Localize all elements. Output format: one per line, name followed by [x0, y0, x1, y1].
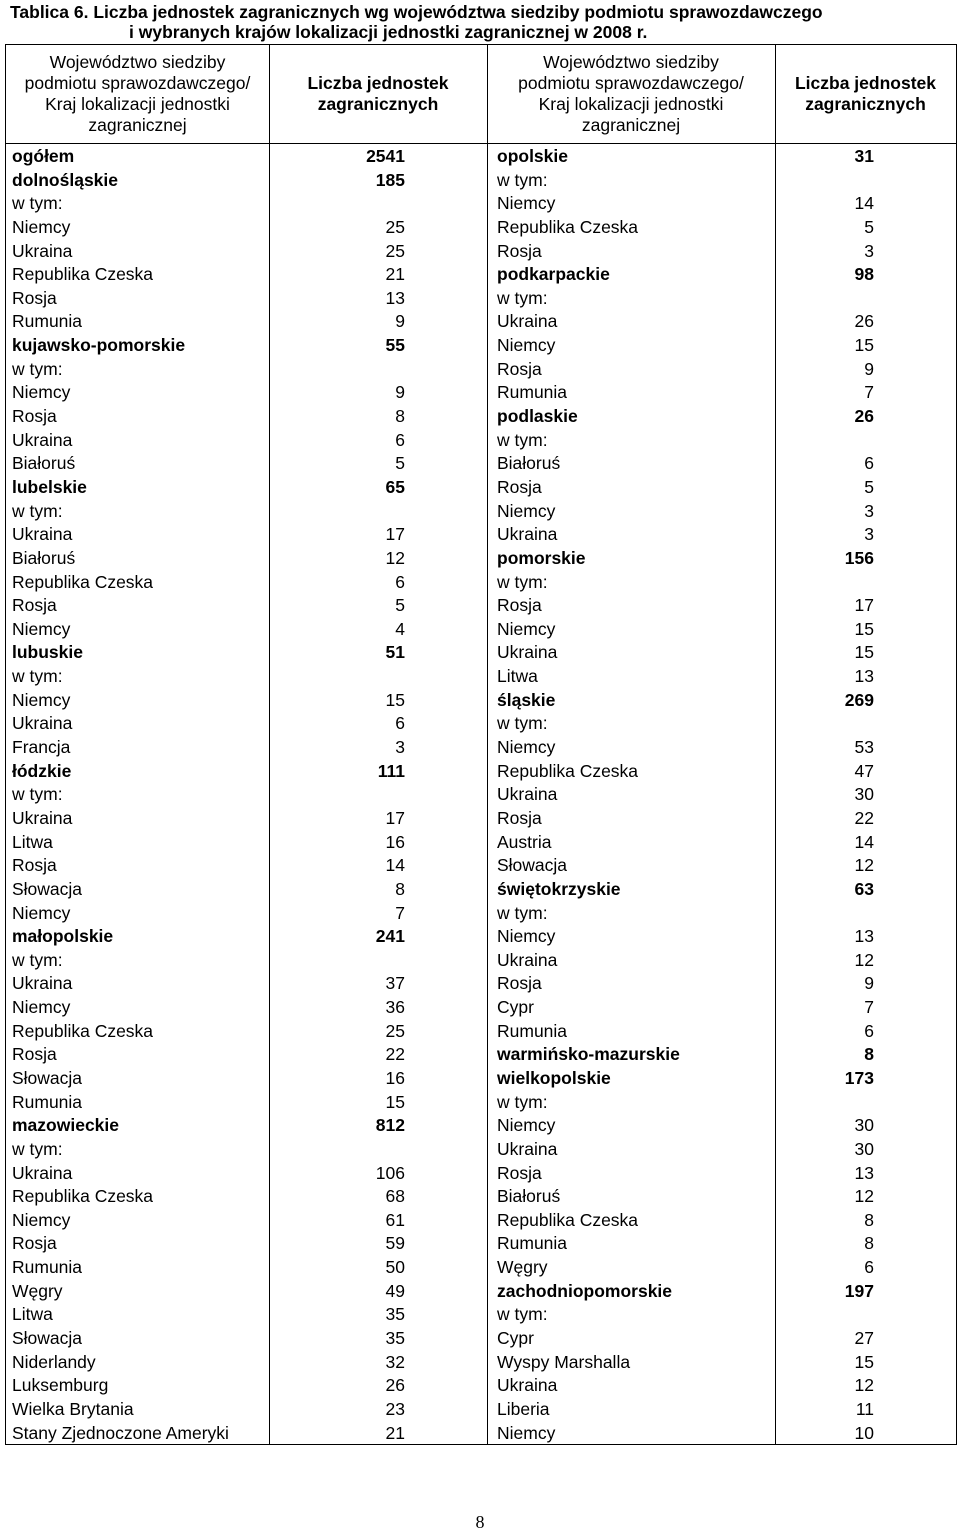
- row-value: 27: [854, 1328, 874, 1349]
- row-label: Rumunia: [12, 311, 83, 332]
- header-text: zagranicznych: [805, 94, 926, 114]
- row-label: świętokrzyskie: [497, 878, 621, 899]
- table-row: [6, 1351, 956, 1375]
- header-text: podmiotu sprawozdawczego/: [24, 73, 251, 93]
- row-label: w tym:: [497, 902, 548, 923]
- row-value: 12: [854, 949, 874, 970]
- table-row: [6, 783, 956, 807]
- row-label: w tym:: [497, 169, 548, 190]
- row-label: Rosja: [497, 358, 542, 379]
- row-label: Niderlandy: [12, 1351, 96, 1372]
- table-row: [6, 547, 956, 571]
- row-label: Słowacja: [12, 1328, 83, 1349]
- row-value: 3: [395, 737, 405, 758]
- row-label: w tym:: [497, 429, 548, 450]
- row-value: 59: [385, 1233, 405, 1254]
- row-value: 11: [855, 1398, 874, 1419]
- row-value: 17: [385, 807, 405, 828]
- row-value: 812: [375, 1115, 405, 1136]
- row-value: 37: [385, 973, 405, 994]
- table-row: [6, 452, 956, 476]
- row-label: Rosja: [497, 595, 542, 616]
- row-label: Rosja: [497, 1162, 542, 1183]
- row-label: Republika Czeska: [12, 1186, 154, 1207]
- row-label: Ukraina: [12, 973, 73, 994]
- row-label: śląskie: [497, 689, 556, 710]
- row-label: Niemcy: [12, 902, 71, 923]
- row-value: 31: [854, 146, 874, 166]
- table-row: [6, 1374, 956, 1398]
- row-label: Niemcy: [497, 335, 556, 356]
- row-label: Niemcy: [497, 1115, 556, 1136]
- row-label: Niemcy: [497, 618, 556, 639]
- table-row: [6, 712, 956, 736]
- table-row: [6, 145, 956, 169]
- row-label: Republika Czeska: [497, 760, 639, 781]
- row-label: Rosja: [12, 595, 57, 616]
- row-label: Luksemburg: [12, 1375, 109, 1396]
- row-label: Słowacja: [12, 878, 83, 899]
- table-row: [6, 287, 956, 311]
- header-count-right: [775, 45, 956, 143]
- table-row: [6, 854, 956, 878]
- row-value: 269: [844, 689, 874, 710]
- table-row: [6, 972, 956, 996]
- row-value: 197: [844, 1280, 874, 1301]
- row-label: Stany Zjednoczone Ameryki: [12, 1422, 229, 1443]
- row-value: 3: [864, 524, 874, 545]
- row-value: 21: [385, 264, 405, 285]
- row-label: Białoruś: [12, 547, 76, 568]
- row-value: 49: [385, 1280, 405, 1301]
- row-value: 8: [864, 1233, 874, 1254]
- row-label: w tym:: [497, 287, 548, 308]
- row-value: 13: [854, 1162, 874, 1183]
- table-row: [6, 665, 956, 689]
- row-label: Rosja: [12, 855, 57, 876]
- row-label: Rosja: [12, 406, 57, 427]
- table-row: [6, 263, 956, 287]
- row-value: 14: [854, 193, 874, 214]
- row-value: 51: [385, 642, 405, 663]
- row-label: Rosja: [12, 1044, 57, 1065]
- row-label: Węgry: [497, 1257, 548, 1278]
- row-label: Rosja: [12, 287, 57, 308]
- row-value: 61: [385, 1209, 405, 1230]
- row-value: 22: [385, 1044, 405, 1065]
- header-region-left: [6, 45, 269, 143]
- row-label: Rumunia: [497, 1020, 568, 1041]
- row-value: 4: [395, 618, 405, 639]
- row-label: Słowacja: [12, 1067, 83, 1088]
- row-label: ogółem: [12, 146, 75, 166]
- row-label: Litwa: [12, 831, 53, 852]
- row-label: Rosja: [497, 240, 542, 261]
- row-value: 6: [395, 713, 405, 734]
- row-value: 3: [864, 500, 874, 521]
- table-row: [6, 1162, 956, 1186]
- row-label: Republika Czeska: [497, 1209, 639, 1230]
- row-label: Liberia: [497, 1398, 550, 1419]
- row-label: w tym:: [497, 713, 548, 734]
- table-row: [6, 192, 956, 216]
- table-row: [6, 1043, 956, 1067]
- row-label: Ukraina: [12, 240, 73, 261]
- row-value: 14: [854, 831, 874, 852]
- row-label: łódzkie: [12, 760, 72, 781]
- row-value: 8: [395, 406, 405, 427]
- table-row: [6, 1185, 956, 1209]
- row-label: Niemcy: [12, 689, 71, 710]
- row-value: 9: [395, 382, 405, 403]
- row-label: Rumunia: [497, 382, 568, 403]
- row-value: 15: [854, 335, 874, 356]
- row-label: wielkopolskie: [497, 1067, 611, 1088]
- row-value: 6: [395, 571, 405, 592]
- row-label: w tym:: [12, 949, 63, 970]
- header-text: zagranicznej: [581, 115, 681, 135]
- row-value: 36: [385, 997, 405, 1018]
- row-label: Ukraina: [497, 642, 558, 663]
- table-row: [6, 523, 956, 547]
- header-text: Liczba jednostek: [307, 73, 449, 93]
- table-row: [6, 1091, 956, 1115]
- table-body: [6, 145, 956, 1445]
- row-value: 12: [854, 1186, 874, 1207]
- row-value: 106: [375, 1162, 405, 1183]
- row-label: Niemcy: [12, 618, 71, 639]
- row-value: 241: [375, 926, 405, 947]
- row-label: Rosja: [497, 973, 542, 994]
- row-value: 6: [864, 1020, 874, 1041]
- row-label: w tym:: [497, 571, 548, 592]
- row-label: kujawsko-pomorskie: [12, 335, 186, 356]
- row-value: 5: [864, 216, 874, 237]
- row-label: Niemcy: [497, 737, 556, 758]
- row-label: warmińsko-mazurskie: [497, 1044, 680, 1065]
- row-label: Węgry: [12, 1280, 63, 1301]
- row-value: 30: [854, 1115, 874, 1136]
- row-label: dolnośląskie: [12, 169, 119, 190]
- caption-line-2: i wybranych krajów lokalizacji jednostki zagranicznej w 2008 r.: [129, 22, 648, 42]
- table-row: [6, 925, 956, 949]
- row-label: Rumunia: [12, 1257, 83, 1278]
- row-value: 65: [385, 476, 405, 497]
- header-text: Województwo siedziby: [543, 52, 719, 72]
- row-value: 111: [377, 760, 405, 781]
- header-text: podmiotu sprawozdawczego/: [518, 73, 744, 93]
- header-divider: [6, 143, 956, 144]
- row-value: 30: [854, 1138, 874, 1159]
- row-value: 8: [864, 1209, 874, 1230]
- row-label: Rumunia: [497, 1233, 568, 1254]
- row-label: Niemcy: [497, 1422, 556, 1443]
- row-label: Austria: [497, 831, 552, 852]
- table-row: [6, 1138, 956, 1162]
- row-label: Wielka Brytania: [12, 1398, 134, 1419]
- table-row: [6, 736, 956, 760]
- table-row: [6, 594, 956, 618]
- row-label: lubuskie: [12, 642, 83, 663]
- row-label: w tym:: [12, 784, 63, 805]
- row-value: 35: [385, 1304, 405, 1325]
- row-value: 9: [395, 311, 405, 332]
- row-value: 26: [385, 1375, 405, 1396]
- row-label: zachodniopomorskie: [497, 1280, 673, 1301]
- table-row: [6, 429, 956, 453]
- row-label: Cypr: [497, 997, 534, 1018]
- row-value: 26: [854, 406, 874, 427]
- table-row: [6, 760, 956, 784]
- row-value: 15: [854, 1351, 874, 1372]
- table-row: [6, 996, 956, 1020]
- table-row: [6, 1398, 956, 1422]
- row-value: 13: [854, 666, 874, 687]
- header-text: Kraj lokalizacji jednostki: [45, 94, 230, 114]
- row-label: opolskie: [497, 146, 568, 166]
- table-row: [6, 1422, 956, 1446]
- row-label: podkarpackie: [497, 264, 610, 285]
- table-row: [6, 1327, 956, 1351]
- row-value: 47: [854, 760, 874, 781]
- row-value: 156: [844, 547, 874, 568]
- row-label: Rosja: [497, 807, 542, 828]
- row-label: Republika Czeska: [12, 571, 154, 592]
- row-value: 9: [864, 358, 874, 379]
- row-value: 15: [385, 689, 405, 710]
- row-value: 25: [385, 216, 405, 237]
- row-label: Niemcy: [497, 926, 556, 947]
- row-label: Białoruś: [497, 453, 561, 474]
- table-row: [6, 1020, 956, 1044]
- row-value: 12: [385, 547, 405, 568]
- table-row: [6, 807, 956, 831]
- row-value: 50: [385, 1257, 405, 1278]
- row-value: 14: [385, 855, 405, 876]
- row-label: Republika Czeska: [12, 1020, 154, 1041]
- row-label: w tym:: [497, 1304, 548, 1325]
- header-text: zagranicznych: [317, 94, 439, 114]
- row-label: Niemcy: [12, 216, 71, 237]
- header-region-right: [487, 45, 775, 143]
- row-label: Wyspy Marshalla: [497, 1351, 631, 1372]
- table-row: [6, 1303, 956, 1327]
- row-value: 12: [854, 855, 874, 876]
- row-value: 16: [385, 1067, 405, 1088]
- row-value: 3: [864, 240, 874, 261]
- table-row: [6, 476, 956, 500]
- row-value: 12: [854, 1375, 874, 1396]
- row-label: lubelskie: [12, 476, 87, 497]
- row-label: Republika Czeska: [497, 216, 639, 237]
- row-label: w tym:: [12, 666, 63, 687]
- data-table: [5, 44, 957, 1445]
- row-value: 5: [864, 476, 874, 497]
- row-label: Ukraina: [12, 1162, 73, 1183]
- row-value: 6: [864, 453, 874, 474]
- row-label: Niemcy: [497, 193, 556, 214]
- row-value: 26: [854, 311, 874, 332]
- table-row: [6, 216, 956, 240]
- row-value: 30: [854, 784, 874, 805]
- row-label: w tym:: [12, 193, 63, 214]
- header-text: Kraj lokalizacji jednostki: [538, 94, 724, 114]
- table-row: [6, 381, 956, 405]
- table-row: [6, 878, 956, 902]
- row-label: Ukraina: [12, 429, 73, 450]
- row-label: Białoruś: [12, 453, 76, 474]
- row-value: 5: [395, 595, 405, 616]
- table-row: [6, 169, 956, 193]
- table-row: [6, 334, 956, 358]
- row-value: 53: [854, 737, 874, 758]
- row-label: Niemcy: [497, 500, 556, 521]
- row-label: Ukraina: [497, 524, 558, 545]
- row-value: 6: [395, 429, 405, 450]
- row-label: Republika Czeska: [12, 264, 154, 285]
- row-label: w tym:: [12, 358, 63, 379]
- row-value: 13: [385, 287, 405, 308]
- row-value: 68: [385, 1186, 405, 1207]
- row-value: 15: [385, 1091, 405, 1112]
- table-row: [6, 1232, 956, 1256]
- row-label: Rosja: [12, 1233, 57, 1254]
- table-row: [6, 500, 956, 524]
- header-text: zagranicznej: [88, 115, 187, 135]
- row-label: Ukraina: [497, 949, 558, 970]
- table-row: [6, 902, 956, 926]
- row-value: 7: [864, 382, 874, 403]
- caption-line-1: Tablica 6. Liczba jednostek zagranicznych wg województwa siedziby podmiotu sprawozdawczego: [10, 2, 823, 22]
- header-text: Liczba jednostek: [794, 73, 936, 93]
- table-row: [6, 949, 956, 973]
- row-label: Ukraina: [12, 807, 73, 828]
- row-value: 32: [385, 1351, 405, 1372]
- table-row: [6, 689, 956, 713]
- header-text: Województwo siedziby: [49, 52, 226, 72]
- table-row: [6, 1280, 956, 1304]
- table-row: [6, 1256, 956, 1280]
- row-value: 185: [375, 169, 405, 190]
- row-label: Słowacja: [497, 855, 568, 876]
- row-value: 10: [854, 1422, 874, 1443]
- table-row: [6, 571, 956, 595]
- row-label: pomorskie: [497, 547, 586, 568]
- row-value: 35: [385, 1328, 405, 1349]
- table-row: [6, 618, 956, 642]
- table-row: [6, 310, 956, 334]
- row-label: Litwa: [12, 1304, 53, 1325]
- row-label: Rosja: [497, 476, 542, 497]
- row-value: 22: [854, 807, 874, 828]
- row-value: 15: [854, 642, 874, 663]
- row-label: Niemcy: [12, 382, 71, 403]
- row-value: 17: [385, 524, 405, 545]
- table-row: [6, 1114, 956, 1138]
- row-value: 5: [395, 453, 405, 474]
- row-value: 6: [864, 1257, 874, 1278]
- row-label: Niemcy: [12, 997, 71, 1018]
- table-row: [6, 641, 956, 665]
- row-value: 17: [854, 595, 874, 616]
- row-value: 25: [385, 1020, 405, 1041]
- row-value: 8: [395, 878, 405, 899]
- row-value: 21: [385, 1422, 405, 1443]
- table-row: [6, 240, 956, 264]
- table-row: [6, 358, 956, 382]
- row-label: Niemcy: [12, 1209, 71, 1230]
- row-value: 98: [854, 264, 874, 285]
- header-count-left: [269, 45, 487, 143]
- row-label: Ukraina: [12, 524, 73, 545]
- row-value: 13: [854, 926, 874, 947]
- row-value: 55: [385, 335, 405, 356]
- row-label: Francja: [12, 737, 71, 758]
- row-label: w tym:: [12, 1138, 63, 1159]
- row-label: Ukraina: [497, 311, 558, 332]
- row-value: 2541: [366, 146, 405, 166]
- row-value: 25: [385, 240, 405, 261]
- row-value: 63: [854, 878, 874, 899]
- row-label: Rumunia: [12, 1091, 83, 1112]
- row-label: Ukraina: [497, 1138, 558, 1159]
- row-label: w tym:: [497, 1091, 548, 1112]
- row-label: mazowieckie: [12, 1115, 119, 1136]
- row-value: 16: [385, 831, 405, 852]
- row-value: 23: [385, 1398, 405, 1419]
- row-label: Ukraina: [12, 713, 73, 734]
- row-label: w tym:: [12, 500, 63, 521]
- page-number: 8: [475, 1512, 485, 1532]
- row-label: małopolskie: [12, 926, 114, 947]
- row-label: Ukraina: [497, 1375, 558, 1396]
- table-row: [6, 831, 956, 855]
- table-row: [6, 1209, 956, 1233]
- row-value: 7: [864, 997, 874, 1018]
- row-label: Białoruś: [497, 1186, 561, 1207]
- row-label: Litwa: [497, 666, 538, 687]
- table-caption: [10, 2, 950, 42]
- table-row: [6, 405, 956, 429]
- row-label: podlaskie: [497, 406, 578, 427]
- row-label: Cypr: [497, 1328, 534, 1349]
- row-label: Ukraina: [497, 784, 558, 805]
- row-value: 7: [395, 902, 405, 923]
- row-value: 8: [864, 1044, 874, 1065]
- row-value: 15: [854, 618, 874, 639]
- row-value: 9: [864, 973, 874, 994]
- row-value: 173: [844, 1067, 874, 1088]
- table-row: [6, 1067, 956, 1091]
